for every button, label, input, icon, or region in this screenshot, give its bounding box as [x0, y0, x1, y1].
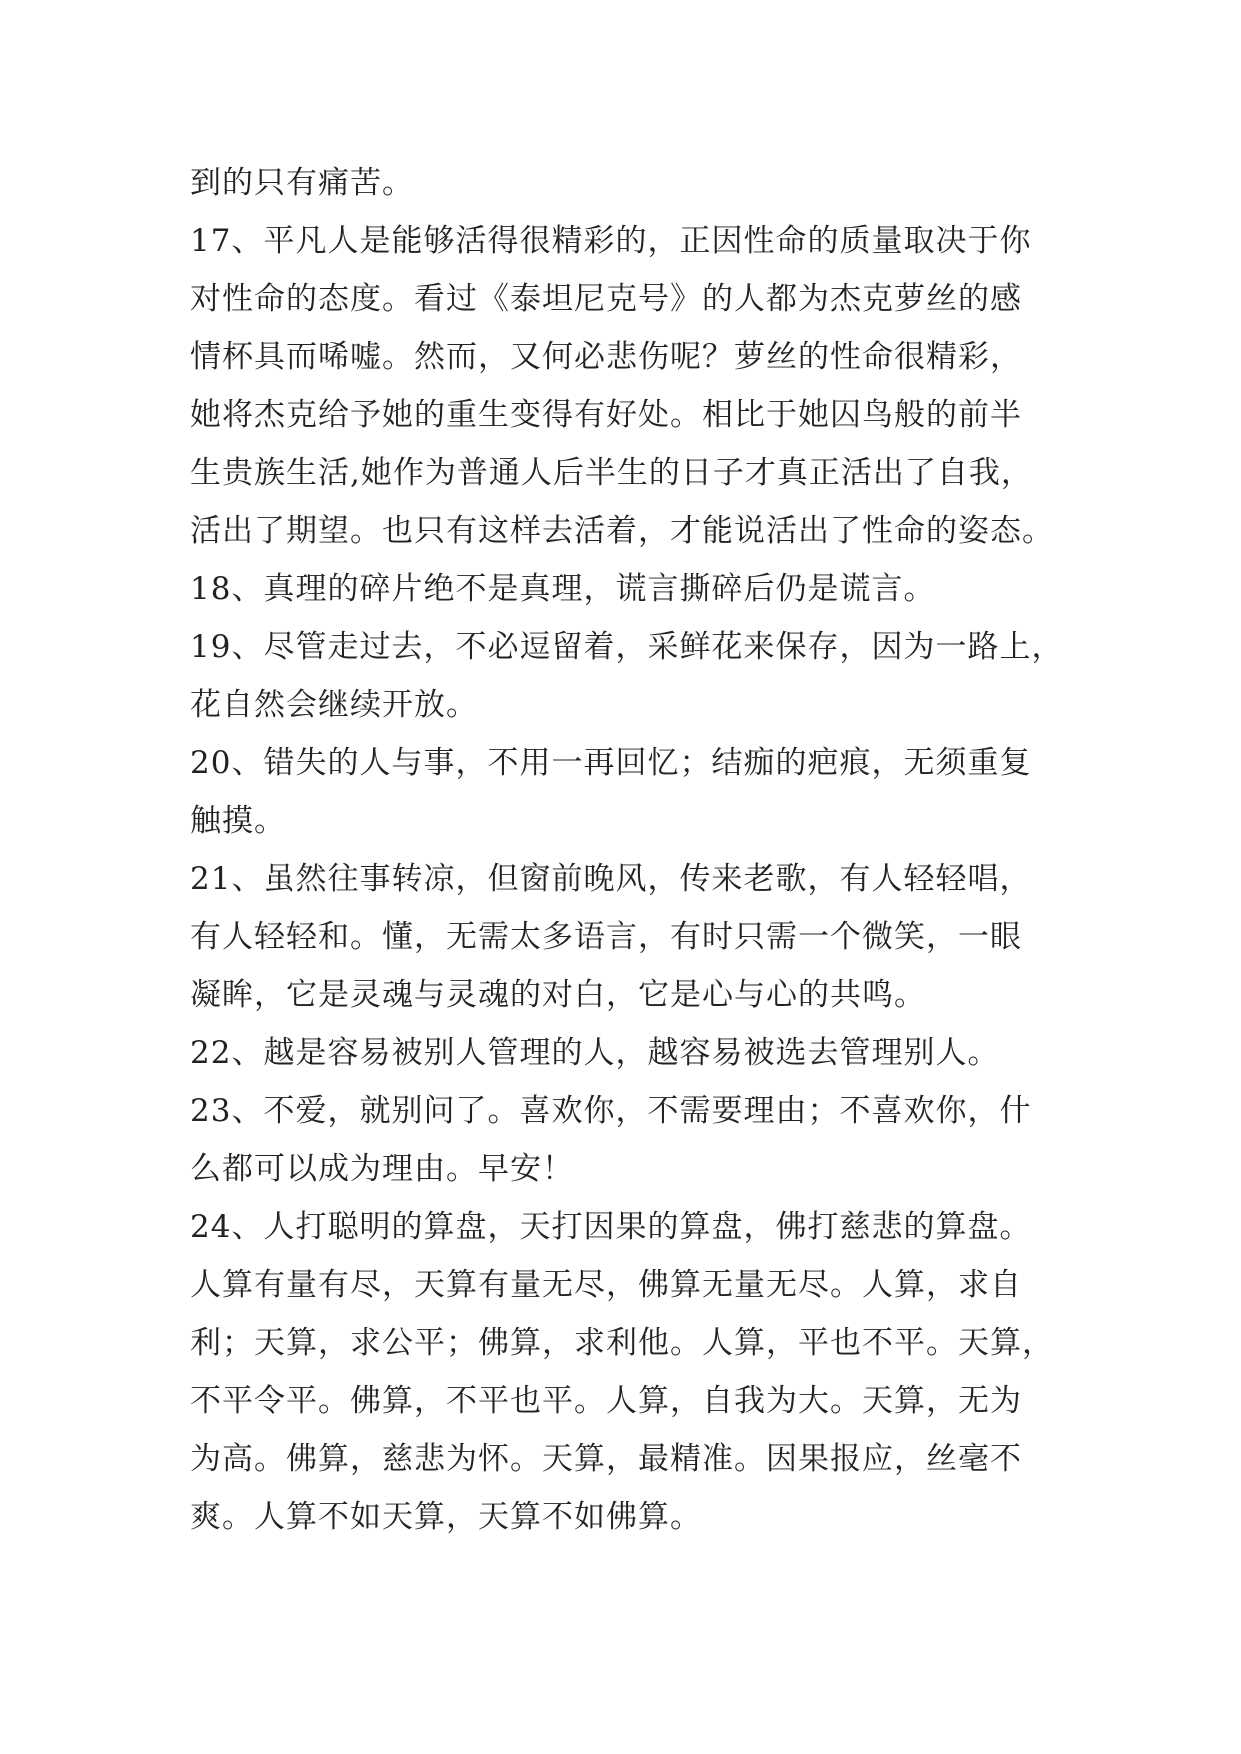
document-body	[190, 163, 1070, 1555]
text-line: 人算有量有尽，天算有量无尽，佛算无量无尽。人算，求自	[190, 1267, 1022, 1303]
text-line: 么都可以成为理由。早安！	[190, 1151, 574, 1187]
text-line: 情杯具而唏嘘。然而，又何必悲伤呢？萝丝的性命很精彩，	[190, 339, 1022, 375]
text-line: 凝眸，它是灵魂与灵魂的对白，它是心与心的共鸣。	[190, 977, 926, 1013]
text-line: 活出了期望。也只有这样去活着，才能说活出了性命的姿态。	[190, 513, 1054, 549]
text-line: 触摸。	[190, 803, 286, 839]
text-line: 22、越是容易被别人管理的人，越容易被选去管理别人。	[190, 1035, 1000, 1071]
text-line: 花自然会继续开放。	[190, 687, 478, 723]
text-line: 23、不爱，就别问了。喜欢你，不需要理由；不喜欢你，什	[190, 1093, 1032, 1129]
text-line: 她将杰克给予她的重生变得有好处。相比于她囚鸟般的前半	[190, 397, 1022, 433]
text-line: 有人轻轻和。懂，无需太多语言，有时只需一个微笑，一眼	[190, 919, 1022, 955]
text-line: 不平令平。佛算，不平也平。人算，自我为大。天算，无为	[190, 1383, 1022, 1419]
text-line: 生贵族生活,她作为普通人后半生的日子才真正活出了自我，	[190, 455, 1033, 491]
text-line: 到的只有痛苦。	[190, 165, 414, 201]
text-line: 对性命的态度。看过《泰坦尼克号》的人都为杰克萝丝的感	[190, 281, 1022, 317]
text-line: 利；天算，求公平；佛算，求利他。人算，平也不平。天算，	[190, 1325, 1054, 1361]
text-line: 17、平凡人是能够活得很精彩的，正因性命的质量取决于你	[190, 223, 1032, 259]
text-line: 爽。人算不如天算，天算不如佛算。	[190, 1499, 702, 1535]
text-line: 19、尽管走过去，不必逗留着，采鲜花来保存，因为一路上，	[190, 629, 1064, 665]
text-line: 24、人打聪明的算盘，天打因果的算盘，佛打慈悲的算盘。	[190, 1209, 1032, 1245]
text-line: 21、虽然往事转凉，但窗前晚风，传来老歌，有人轻轻唱，	[190, 861, 1032, 897]
text-line: 为高。佛算，慈悲为怀。天算，最精准。因果报应，丝毫不	[190, 1441, 1022, 1477]
text-line: 18、真理的碎片绝不是真理，谎言撕碎后仍是谎言。	[190, 571, 936, 607]
text-line: 20、错失的人与事，不用一再回忆；结痂的疤痕，无须重复	[190, 745, 1032, 781]
